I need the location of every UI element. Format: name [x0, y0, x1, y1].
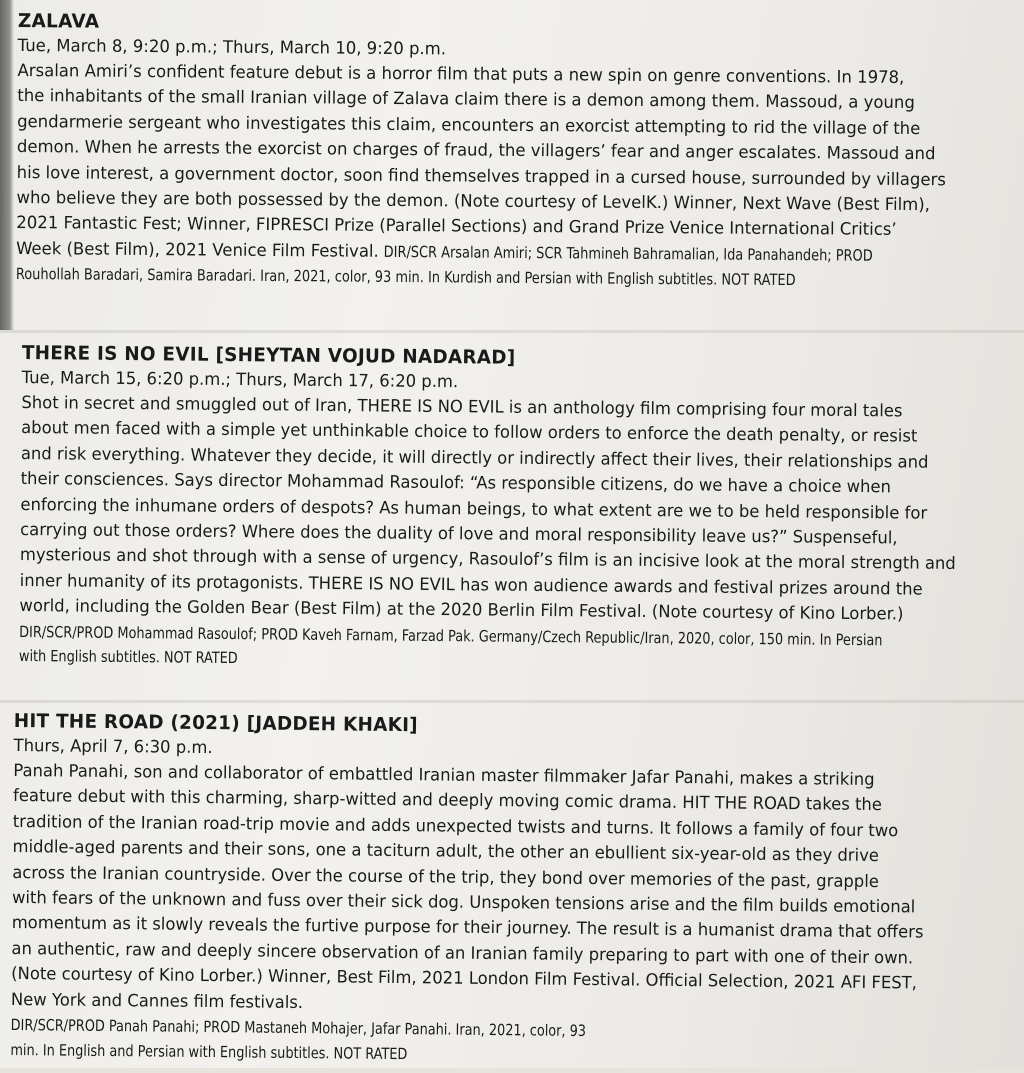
- description-line-end: New York and Cannes film festivals.: [10, 989, 304, 1013]
- page-fold-line: [0, 700, 1024, 703]
- description-line: world, including the Golden Bear (Best Film) at the 2020 Berlin Film Festival. (Note courtesy of Kino Lorber.): [19, 596, 904, 625]
- film-entry-hit-the-road: [10, 708, 979, 1073]
- description-line: (Note courtesy of Kino Lorber.) Winner, Best Film, 2021 London Film Festival. Official Selection, 2021 AFI FEST,: [11, 964, 918, 994]
- film-credits-line: DIR/SCR/PROD Panah Panahi; PROD Mastaneh Mohajer, Jafar Panahi. Iran, 2021, color, 93: [10, 1016, 587, 1041]
- description-line: Arsalan Amiri’s confident feature debut is a horror film that puts a new spin on genre conventions. In 1978,: [17, 60, 905, 88]
- film-entry-zalava: [16, 8, 988, 294]
- description-line: feature debut with this charming, sharp-witted and deeply moving comic drama. HIT THE ROAD takes the: [12, 786, 883, 816]
- page-shadow-edge: [0, 0, 14, 330]
- description-line: an authentic, raw and deeply sincere observation of an Iranian family preparing to part with one of their own.: [11, 938, 914, 969]
- description-line: across the Iranian countryside. Over the course of the trip, they bond over memories of the past, grapple: [12, 862, 880, 892]
- description-line: about men faced with a simple yet unthinkable choice to follow orders to enforce the death penalty, or resist: [21, 418, 918, 448]
- description-line: middle-aged parents and their sons, one a taciturn adult, the other an ebullient six-year-old as they drive: [12, 837, 880, 867]
- film-description: [16, 59, 988, 270]
- film-title: ZALAVA: [17, 9, 100, 33]
- description-line: inner humanity of its protagonists. THERE IS NO EVIL has won audience awards and festival prizes around the: [19, 570, 923, 600]
- description-line: their consciences. Says director Mohammad Rasoulof: “As responsible citizens, do we have a choice when: [20, 469, 892, 498]
- page-fold-line: [0, 330, 1024, 333]
- film-title: THERE IS NO EVIL [SHEYTAN VOJUD NADARAD]: [21, 341, 516, 369]
- description-line: mysterious and shot through with a sense of urgency, Rasoulof’s film is an incisive look at the moral strength and: [19, 545, 956, 575]
- description-line: with fears of the unknown and fuss over their sick dog. Unspoken tensions arise and the film builds emotional: [11, 888, 916, 918]
- film-credits: [19, 620, 984, 677]
- description-line: carrying out those orders? Where does the duality of love and moral responsibility leave us?” Suspenseful,: [20, 520, 898, 549]
- film-description: [11, 759, 979, 1049]
- description-line: Shot in secret and smuggled out of Iran, THERE IS NO EVIL is an anthology film comprising four moral tales: [21, 392, 903, 422]
- film-showtimes: Thurs, April 7, 6:30 p.m.: [13, 735, 213, 759]
- description-line: tradition of the Iranian road-trip movie and adds unexpected twists and turns. It follows a family of four two: [12, 811, 899, 842]
- film-description: [19, 391, 986, 629]
- film-credits-line: Rouhollah Baradari, Samira Baradari. Iran, 2021, color, 93 min. In Kurdish and Persian with English subtitles. NOT RATED: [15, 265, 796, 290]
- description-line: his love interest, a government doctor, soon find themselves trapped in a cursed house, surrounded by villagers: [16, 162, 946, 190]
- description-line-end: Week (Best Film), 2021 Venice Film Festival.: [16, 238, 379, 262]
- description-line: and risk everything. Whatever they decide, it will directly or indirectly affect their lives, their relationships and: [20, 443, 929, 473]
- film-title: HIT THE ROAD (2021) [JADDEH KHAKI]: [13, 709, 419, 737]
- description-line: momentum as it slowly reveals the furtive purpose for their journey. The result is a humanist drama that offers: [11, 913, 924, 943]
- film-showtimes: Tue, March 15, 6:20 p.m.; Thurs, March 17, 6:20 p.m.: [21, 367, 459, 393]
- description-line: the inhabitants of the small Iranian village of Zalava claim there is a demon among them. Massoud, a young: [17, 86, 915, 114]
- description-line: Panah Panahi, son and collaborator of embattled Iranian master filmmaker Jafar Panahi, makes a striking: [13, 760, 875, 791]
- description-line: gendarmerie sergeant who investigates this claim, encounters an exorcist attempting to rid the village of the: [17, 111, 921, 139]
- film-showtimes: Tue, March 8, 9:20 p.m.; Thurs, March 10, 9:20 p.m.: [17, 35, 447, 60]
- description-line: 2021 Fantastic Fest; Winner, FIPRESCI Prize (Parallel Sections) and Grand Prize Venice International Critics’: [16, 213, 897, 241]
- film-credits-line: with English subtitles. NOT RATED: [18, 646, 238, 667]
- film-credits-line: DIR/SCR/PROD Mohammad Rasoulof; PROD Kaveh Farnam, Farzad Pak. Germany/Czech Republic/Iran, 2020, color, 150 min. In Persian: [19, 622, 883, 649]
- description-line: who believe they are both possessed by the demon. (Note courtesy of LevelK.) Winner, Next Wave (Best Film),: [16, 188, 931, 216]
- description-line: demon. When he arrests the exorcist on charges of fraud, the villagers’ fear and anger escalates. Massoud and: [16, 137, 936, 165]
- description-line: enforcing the inhumane orders of despots? As human beings, to what extent are we to be held responsible for: [20, 494, 928, 524]
- film-credits-line: min. In English and Persian with English subtitles. NOT RATED: [10, 1041, 408, 1064]
- film-credits-line: DIR/SCR Arsalan Amiri; SCR Tahmineh Bahramalian, Ida Panahandeh; PROD: [383, 242, 874, 265]
- film-entry-there-is-no-evil: [19, 340, 987, 677]
